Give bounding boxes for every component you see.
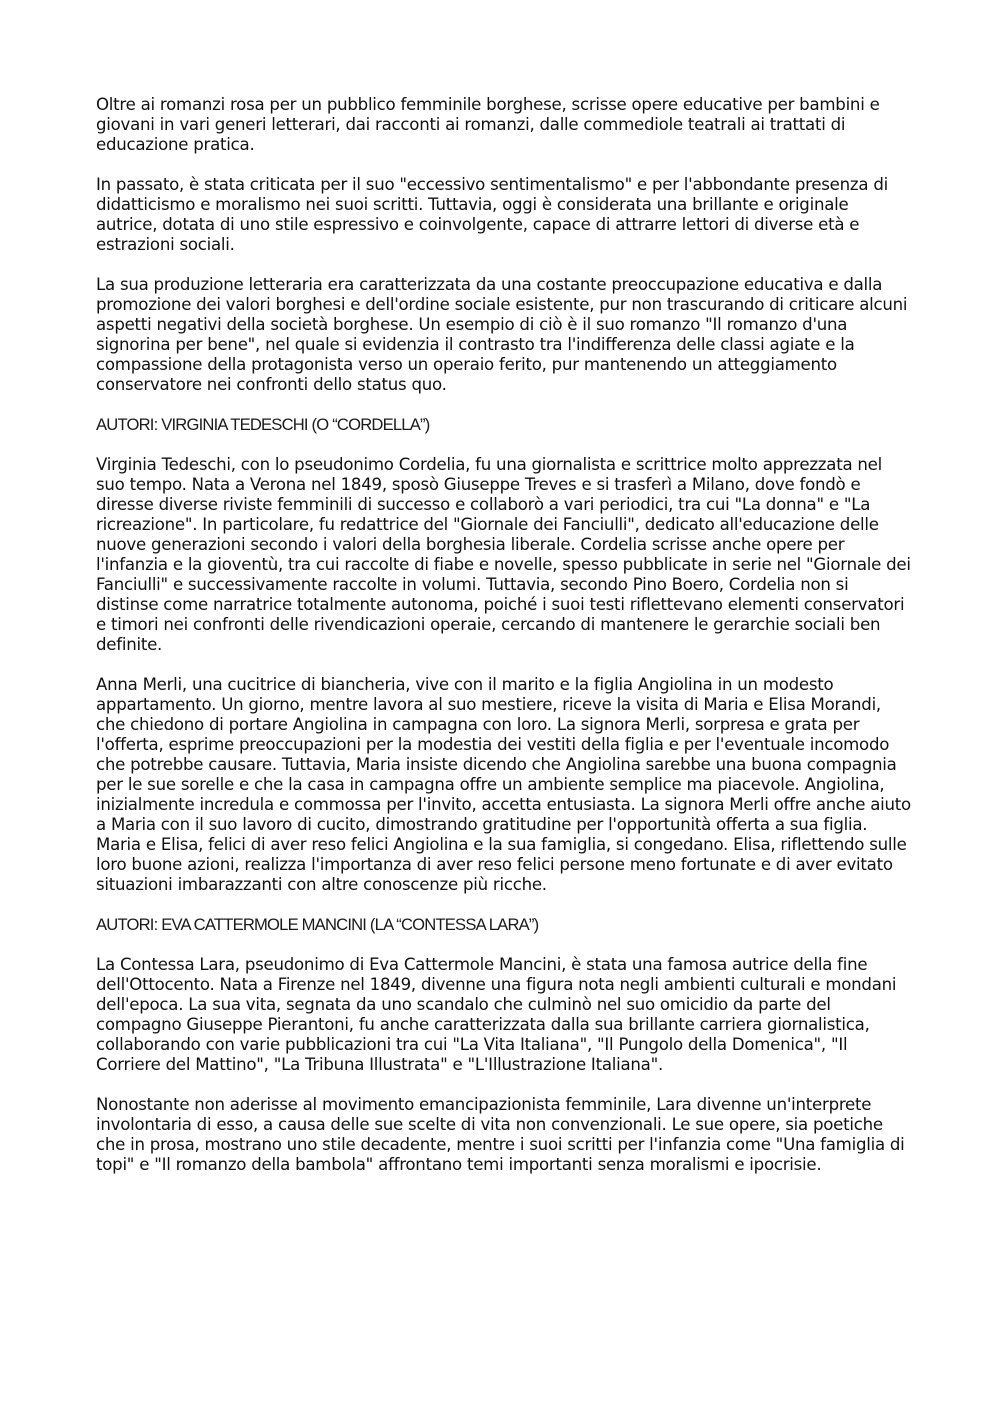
paragraph-produzione-letteraria: La sua produzione letteraria era caratterizzata da una costante preoccupazione educativa e dalla promozione dei valori borghesi e dell'ordine sociale esistente, pur non trascurando di criticare alcuni aspetti negativi della società borghese. Un esempio di ciò è il suo romanzo "Il romanzo d'una signorina per bene", nel quale si evidenzia il contrasto tra l'indifferenza delle classi agiate e la compassione della protagonista verso un operaio ferito, pur mantenendo un atteggiamento conservatore nei confronti dello status quo. <box>96 275 908 394</box>
paragraph-critica: In passato, è stata criticata per il suo "eccessivo sentimentalismo" e per l'abbondante presenza di didatticismo e moralismo nei suoi scritti. Tuttavia, oggi è considerata una brillante e originale autrice, dotata di uno stile espressivo e coinvolgente, capace di attrarre lettori di diverse età e estrazioni sociali. <box>96 175 888 254</box>
paragraph-anna-merli: Anna Merli, una cucitrice di biancheria, vive con il marito e la figlia Angiolina in un modesto appartamento. Un giorno, mentre lavora al suo mestiere, riceve la visita di Maria e Elisa Morandi, che chiedono di portare Angiolina in campagna con loro. La signora Merli, sorpresa e grata per l'offerta, esprime preoccupazioni per la modestia dei vestiti della figlia e per l'eventuale incomodo che potrebbe causare. Tuttavia, Maria insiste dicendo che Angiolina sarebbe una buona compagnia per le sue sorelle e che la casa in campagna offre un ambiente semplice ma piacevole. Angiolina, inizialmente incredula e commossa per l'invito, accetta entusiasta. La signora Merli offre anche aiuto a Maria con il suo lavoro di cucito, dimostrando gratitudine per l'opportunità offerta a sua figlia. Maria e Elisa, felici di aver reso felici Angiolina e la sua famiglia, si congedano. Elisa, riflettendo sulle loro buone azioni, realizza l'importanza di aver reso felici persone meno fortunate e di aver evitato situazioni imbarazzanti con altre conoscenze più ricche. <box>96 675 911 894</box>
paragraph-contessa-lara: La Contessa Lara, pseudonimo di Eva Cattermole Mancini, è stata una famosa autrice della fine dell'Ottocento. Nata a Firenze nel 1849, divenne una figura nota negli ambienti culturali e mondani dell'epoca. La sua vita, segnata da uno scandalo che culminò nel suo omicidio da parte del compagno Giuseppe Pierantoni, fu anche caratterizzata dalla sua brillante carriera giornalistica, collaborando con varie pubblicazioni tra cui "La Vita Italiana", "Il Pungolo della Domenica", "Il Corriere del Mattino", "La Tribuna Illustrata" e "L'Illustrazione Italiana". <box>96 955 897 1074</box>
paragraph-romanzi-rosa: Oltre ai romanzi rosa per un pubblico femminile borghese, scrisse opere educative per bambini e giovani in vari generi letterari, dai racconti ai romanzi, dalle commediole teatrali ai trattati di educazione pratica. <box>96 95 880 154</box>
document-page <box>96 95 911 1195</box>
section-heading-contessa-lara: AUTORI: EVA CATTERMOLE MANCINI (LA “CONTESSA LARA”) <box>96 915 539 934</box>
paragraph-emancipazionismo: Nonostante non aderisse al movimento emancipazionista femminile, Lara divenne un'interprete involontaria di esso, a causa delle sue scelte di vita non convenzionali. Le sue opere, sia poetiche che in prosa, mostrano uno stile decadente, mentre i suoi scritti per l'infanzia come "Una famiglia di topi" e "Il romanzo della bambola" affrontano temi importanti senza moralismi e ipocrisie. <box>96 1095 905 1174</box>
section-heading-virginia-tedeschi: AUTORI: VIRGINIA TEDESCHI (O “CORDELLA”) <box>96 415 430 434</box>
paragraph-virginia-tedeschi: Virginia Tedeschi, con lo pseudonimo Cordelia, fu una giornalista e scrittrice molto apprezzata nel suo tempo. Nata a Verona nel 1849, sposò Giuseppe Treves e si trasferì a Milano, dove fondò e diresse diverse riviste femminili di successo e collaborò a vari periodici, tra cui "La donna" e "La ricreazione". In particolare, fu redattrice del "Giornale dei Fanciulli", dedicato all'educazione delle nuove generazioni secondo i valori della borghesia liberale. Cordelia scrisse anche opere per l'infanzia e la gioventù, tra cui raccolte di fiabe e novelle, spesso pubblicate in serie nel "Giornale dei Fanciulli" e successivamente raccolte in volumi. Tuttavia, secondo Pino Boero, Cordelia non si distinse come narratrice totalmente autonoma, poiché i suoi testi riflettevano elementi conservatori e timori nei confronti delle rivendicazioni operaie, cercando di mantenere le gerarchie sociali ben definite. <box>96 455 911 654</box>
